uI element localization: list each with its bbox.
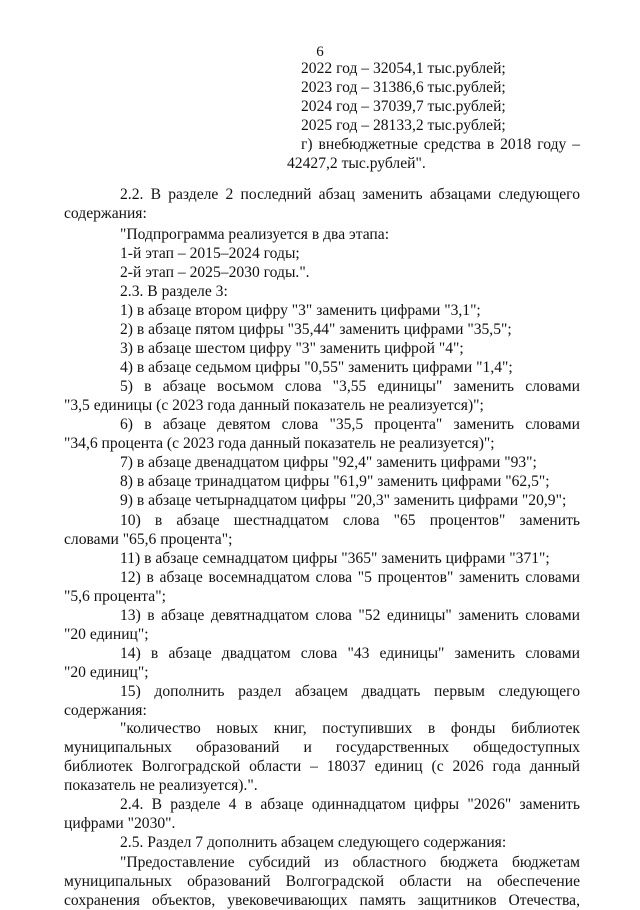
text-line: 8) в абзаце тринадцатом цифры "61,9" заменить цифрами "62,5";: [120, 473, 550, 490]
text-line: 2024 год – 37039,7 тыс.рублей;: [301, 98, 506, 115]
page-number: 6: [316, 44, 324, 60]
text-line: 2.3. В разделе 3:: [120, 283, 228, 300]
text-line: 42427,2 тыс.рублей".: [287, 155, 426, 172]
text-line: 2.5. Раздел 7 дополнить абзацем следующего содержания:: [120, 834, 507, 851]
text-line: сохранения объектов, увековечивающих память защитников Отечества,: [64, 892, 580, 909]
text-line: 7) в абзаце двенадцатом цифры "92,4" заменить цифрами "93";: [120, 454, 537, 471]
text-line: 5) в абзаце восьмом слова "3,55 единицы" заменить словами: [120, 378, 580, 395]
text-line: библиотек Волгоградской области – 18037 единиц (с 2026 года данный: [64, 758, 580, 775]
text-line: 15) дополнить раздел абзацем двадцать первым следующего: [120, 683, 580, 700]
text-line: "Предоставление субсидий из областного бюджета бюджетам: [120, 854, 580, 871]
text-line: 2025 год – 28133,2 тыс.рублей;: [301, 117, 506, 134]
text-line: показатель не реализуется).".: [64, 777, 258, 794]
text-line: содержания:: [64, 702, 147, 719]
text-line: 1-й этап – 2015–2024 годы;: [120, 245, 300, 262]
text-line: 12) в абзаце восемнадцатом слова "5 процентов" заменить словами: [120, 569, 580, 586]
text-line: 2) в абзаце пятом цифры "35,44" заменить цифрами "35,5";: [120, 321, 512, 338]
text-line: 10) в абзаце шестнадцатом слова "65 процентов" заменить: [120, 512, 580, 529]
text-line: цифрами "2030".: [64, 815, 176, 832]
text-line: "20 единиц";: [64, 664, 149, 681]
text-line: 2-й этап – 2025–2030 годы.".: [120, 264, 310, 281]
text-line: г) внебюджетные средства в 2018 году –: [301, 136, 580, 153]
text-line: 14) в абзаце двадцатом слова "43 единицы" заменить словами: [120, 645, 580, 662]
text-line: словами "65,6 процента";: [64, 531, 233, 548]
text-line: 2.4. В разделе 4 в абзаце одиннадцатом цифры "2026" заменить: [120, 796, 580, 813]
text-line: муниципальных образований Волгоградской области на обеспечение: [64, 873, 580, 890]
text-line: содержания:: [64, 205, 147, 222]
text-line: 3) в абзаце шестом цифру "3" заменить цифрой "4";: [120, 340, 464, 357]
text-line: 2022 год – 32054,1 тыс.рублей;: [301, 60, 506, 77]
text-line: 9) в абзаце четырнадцатом цифры "20,3" заменить цифрами "20,9";: [120, 492, 567, 509]
text-line: 2023 год – 31386,6 тыс.рублей;: [301, 79, 506, 96]
text-line: "количество новых книг, поступивших в фонды библиотек: [120, 720, 580, 737]
text-line: 4) в абзаце седьмом цифры "0,55" заменить цифрами "1,4";: [120, 359, 513, 376]
text-line: "34,6 процента (с 2023 года данный показатель не реализуется)";: [64, 435, 495, 452]
text-line: "20 единиц";: [64, 626, 149, 643]
text-line: муниципальных образований и государственных общедоступных: [64, 739, 580, 756]
text-line: 6) в абзаце девятом слова "35,5 процента" заменить словами: [120, 416, 580, 433]
text-line: "5,6 процента";: [64, 588, 166, 605]
text-line: 2.2. В разделе 2 последний абзац заменить абзацами следующего: [120, 186, 580, 203]
text-line: 11) в абзаце семнадцатом цифры "365" заменить цифрами "371";: [120, 550, 550, 567]
text-line: 13) в абзаце девятнадцатом слова "52 единицы" заменить словами: [120, 607, 580, 624]
text-line: "3,5 единицы (с 2023 года данный показатель не реализуется)";: [64, 397, 484, 414]
text-line: 1) в абзаце втором цифру "3" заменить цифрами "3,1";: [120, 302, 481, 319]
text-line: "Подпрограмма реализуется в два этапа:: [120, 226, 390, 243]
